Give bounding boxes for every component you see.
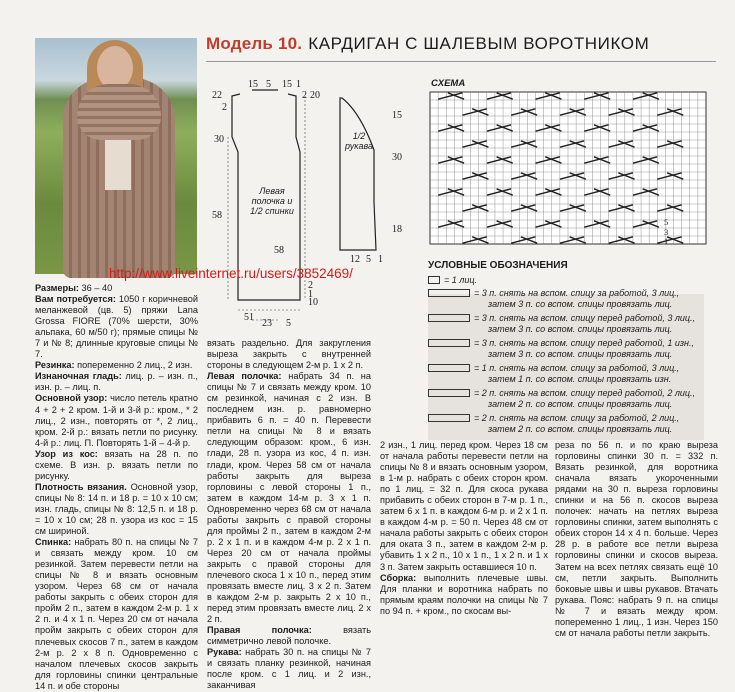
dim-left-58: 58 xyxy=(212,210,222,221)
legend-item: = 2 п. снять на вспом. спицу перед работой, 2 лиц., xyxy=(428,386,718,399)
sleeve-schematic xyxy=(340,98,376,250)
knit-stitch-icon xyxy=(428,276,440,284)
legend: УСЛОВНЫЕ ОБОЗНАЧЕНИЯ = 1 лиц. = 3 п. снять на вспом. спицу за работой, 3 лиц., затем 3 п. со вспом. спицы провязать лиц. = 3 п. снять на вспом. спицу перед работой, 3 лиц., затем 3 п. со вспом. спицы провязать лиц. = 3 п. снять на вспом. спицу перед работой, 1 изн., затем 3 п. со вспом. спицы провязать лиц. = 1 п. снять на вспом. спицу за работой, 3 лиц., затем 1 п. со вспом. спицы провязать изн. = 2 п. снять на вспом. спицу перед работой, 2 лиц., затем 2 п. со вспом. спицы провязать лиц. = 2 п. снять на вспом. спицу за работой, 2 лиц., затем 2 п. со вспом. спицы провязать лиц. xyxy=(428,260,718,436)
text-column-1: Размеры: 36 – 40 Вам потребуется: 1050 г коричневой меланжевой (цв. 5) пряжи Lana Grossa FIORE (70% шерсти, 30% альпака, 60 м/50 г); прямые спицы № 7 и № 8; длинные круговые спицы № 7. Резинка: попеременно 2 лиц., 2 изн. Изнаночная гладь: лиц. р. – изн. п., изн. р. – лиц. п. Основной узор: число петель кратно 4 + 2 + 2 кром. 1-й и 3-й р.: кром., * 2 лиц., 2 изн., повторять от *, 2 лиц., кром. 2-й р.: вязать петли по рисунку. 4-й р.: лиц. П. Повторять 1-й – 4-й р. Узор из кос: вязать на 28 п. по схеме. В изн. р. вязать петли по рисунку. Плотность вязания. Основной узор, спицы № 8: 14 п. и 18 р. = 10 x 10 см; изн. гладь, спицы № 8: 12,5 п. и 18 р. = 10 x 10 см; 28 п. узора из кос = 15 см шириной. Спинка: набрать 80 п. на спицы № 7 и связать между кром. 10 см резинкой. Затем перевести петли на спицы № 8 и вязать основным узором. Через 68 см от начала работы закрыть с обеих сторон для пройм 2 п., затем в каждом 2-м р. 1 x 2 п. и 4 x 1 п. Через 20 см от начала пройм закрыть с обеих сторон для плечевых скосов 7 п., затем в каждом 2-м р. 2 x 8 п. Одновременно с началом плечевых скосов закрыть для горловины спинки центральные 14 п. и обе стороны xyxy=(35,283,199,691)
legend-item: = 1 п. снять на вспом. спицу за работой, 3 лиц., xyxy=(428,361,718,374)
legend-item: = 3 п. снять на вспом. спицу перед работой, 1 изн., xyxy=(428,336,718,349)
dim-side-l2: 2 xyxy=(222,102,227,113)
page-title: КАРДИГАН С ШАЛЕВЫМ ВОРОТНИКОМ xyxy=(308,34,650,53)
sleeve-dim-1: 1 xyxy=(378,254,383,265)
sleeve-piece-label: 1/2 рукава xyxy=(345,131,373,151)
cross-1-3-icon xyxy=(428,364,470,372)
dim-side-r2: 20 xyxy=(310,90,320,101)
legend-title: УСЛОВНЫЕ ОБОЗНАЧЕНИЯ xyxy=(428,260,568,271)
dim-side-l1: 22 xyxy=(212,90,222,101)
watermark-url[interactable]: http://www.liveinternet.ru/users/3852469/ xyxy=(109,266,353,281)
dim-right-58: 58 xyxy=(274,245,284,256)
legend-item: = 2 п. снять на вспом. спицу за работой, 2 лиц., xyxy=(428,411,718,424)
dim-bottom-2: 2 xyxy=(308,280,313,291)
dim-bottom-5: 5 xyxy=(286,318,291,329)
scheme-row-5: 5 xyxy=(664,217,669,227)
cross-2-back-icon xyxy=(428,414,470,422)
dim-top-d: 1 xyxy=(296,79,301,90)
sleeve-dim-30: 30 xyxy=(392,152,402,163)
sleeve-dim-18: 18 xyxy=(392,224,402,235)
text-column-4: реза по 56 п. и по краю выреза горловины спинки 30 п. = 332 п. Вязать резинкой, для воротника сначала вязать укороченными рядами на 30 п. выреза горловины спинки и на 56 п. скосов выреза полочек: начать на петлях выреза горловины спинки, затем выполнять с обеих сторон 14 x 4 п. больше. Через 28 р. в работе все петли выреза горловины спинки и скосов выреза. Затем на всех петлях связать ещё 10 см, петли закрыть. Выполнить боковые швы и швы рукавов. Втачать рукава. Пояс: набрать 9 п. на спицы № 7 и вязать между кром. попеременно 1 лиц., 1 изн. Через 150 см от начала работы петли закрыть. xyxy=(555,440,718,638)
dim-top-c: 15 xyxy=(282,79,292,90)
cable-purl-icon xyxy=(428,339,470,347)
back-piece-label: Левая полочка и 1/2 спинки xyxy=(250,186,294,216)
dim-left-30: 30 xyxy=(214,134,224,145)
cable-back-icon xyxy=(428,289,470,297)
dim-right-10: 10 xyxy=(308,297,318,308)
dim-top-a: 15 xyxy=(248,79,258,90)
dim-top-b: 5 xyxy=(266,79,271,90)
model-number: Модель 10. xyxy=(206,34,303,53)
legend-item: = 1 лиц. xyxy=(428,273,718,286)
sleeve-dim-12: 12 xyxy=(350,254,360,265)
scheme-row-3: 3 xyxy=(664,227,669,237)
text-column-3: 2 изн., 1 лиц. перед кром. Через 18 см от начала работы перевести петли на спицы № 8 и вязать основным узором, в 1-м р. набрать с обеих сторон кром. по 1 лиц. = 32 п. Для скоса рукава прибавить с обеих сторон в 7-м р. 1 п., затем 6 x 1 п. в каждом 6-м р. и 2 x 1 п. в каждом 4-м р. = 50 п. Через 48 см от начала работы закрыть с обеих сторон для оката 3 п., затем в каждом 2-м р. убавить 1 x 2 п., 10 x 1 п., 1 x 2 п. и 1 x 3 п. Затем закрыть оставшиеся 10 п. Сборка: выполнить плечевые швы. Для планки и воротника набрать по прямым краям полочки на спицы № 7 по 94 п. + кром., по скосам вы- xyxy=(380,440,548,616)
sleeve-dim-top: 15 xyxy=(392,110,402,121)
scheme-row-1: 1 xyxy=(664,236,669,246)
dim-bottom-1: 1 xyxy=(308,289,313,300)
legend-item: = 3 п. снять на вспом. спицу за работой, 3 лиц., xyxy=(428,286,718,299)
dim-side-r1: 2 xyxy=(302,90,307,101)
scheme-title: СХЕМА xyxy=(431,78,466,89)
dim-bottom-51: 51 xyxy=(244,312,254,323)
dim-bottom-23: 23 xyxy=(262,318,272,329)
cable-front-icon xyxy=(428,314,470,322)
sleeve-dim-5: 5 xyxy=(366,254,371,265)
text-column-2: вязать раздельно. Для закругления выреза закрыть с внутренней стороны в следующем 2-м р. 1 x 2 п. Левая полочка: набрать 34 п. на спицы № 7 и связать между кром. 10 см резинкой, начиная с 2 изн. В последнем изн. р. равномерно прибавить 6 п. = 40 п. Перевести петли на спицы № 8 и вязать следующим образом: кром., 6 изн. глади, 28 п. узора из кос, 4 п. изн. глади, кром. Через 58 см от начала работы закрыть для выреза горловины с левой стороны 1 п., затем в каждом 14-м р. 3 x 1 п. Одновременно через 68 см от начала работы закрыть с правой стороны для проймы 2 п., затем в каждом 2-м р. 2 x 1 п. и в каждом 4-м р. 2 x 1 п. Через 20 см от начала проймы закрыть с правой стороны для плечевого скоса 1 x 10 п., перед этим провязать вместе лиц. 3 x 2 п. Затем в каждом 2-м р. закрыть 2 x 10 п., перед этим провязать вместе лиц. 2 x 2 п. Правая полочка: вязать симметрично левой полочке. Рукава: набрать 30 п. на спицы № 7 и связать планку резинкой, начиная после кром. с 1 лиц. и 2 изн., заканчивая xyxy=(207,338,371,691)
cross-2-front-icon xyxy=(428,389,470,397)
legend-item: = 3 п. снять на вспом. спицу перед работой, 3 лиц., xyxy=(428,311,718,324)
